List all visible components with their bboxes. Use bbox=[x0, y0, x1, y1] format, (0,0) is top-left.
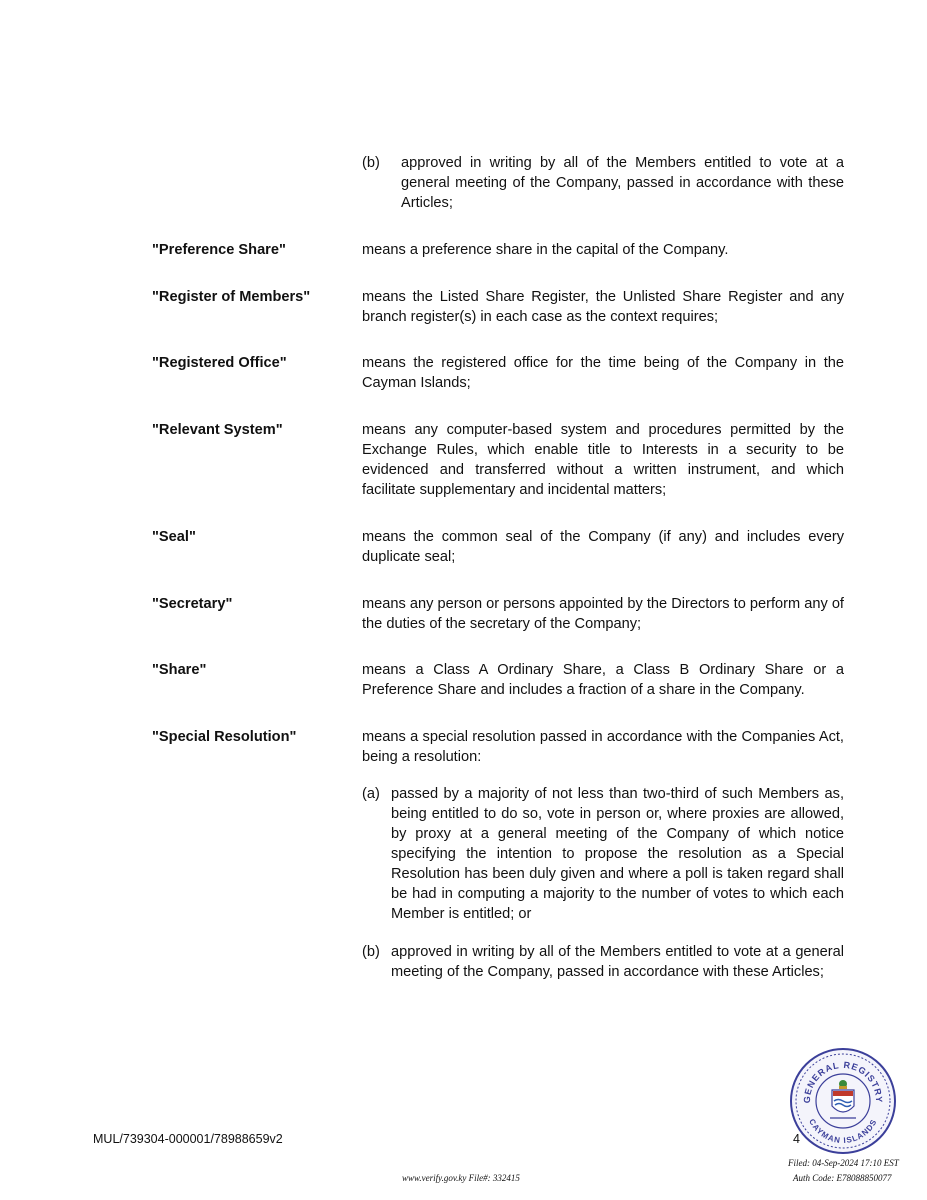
special-resolution-item-a bbox=[362, 784, 844, 924]
list-text: approved in writing by all of the Members entitled to vote at a general meeting of the Company, passed in accordance with these Articles; bbox=[391, 944, 844, 980]
list-text: approved in writing by all of the Members entitled to vote at a general meeting of the Company, passed in accordance with these Articles; bbox=[401, 155, 844, 211]
definition-text-relevant-system: means any computer-based system and procedures permitted by the Exchange Rules, which enable title to Interests in a security to be evidenced and transferred without a written instrument, and which facilitate supplementary and incidental matters; bbox=[362, 422, 844, 498]
definition-text-register-of-members: means the Listed Share Register, the Unlisted Share Register and any branch register(s) in each case as the context requires; bbox=[362, 289, 844, 325]
definition-term-share: "Share" bbox=[152, 662, 207, 678]
definition-text-seal: means the common seal of the Company (if any) and includes every duplicate seal; bbox=[362, 529, 844, 565]
definition-term-register-of-members: "Register of Members" bbox=[152, 289, 311, 305]
list-label: (b) bbox=[362, 155, 380, 171]
definition-term-special-resolution: "Special Resolution" bbox=[152, 729, 297, 745]
definition-term-registered-office: "Registered Office" bbox=[152, 355, 287, 371]
definition-term-relevant-system: "Relevant System" bbox=[152, 422, 283, 438]
definition-text-secretary: means any person or persons appointed by the Directors to perform any of the duties of the secretary of the Company; bbox=[362, 596, 844, 632]
definition-text-special-resolution: means a special resolution passed in accordance with the Companies Act, being a resolution: bbox=[362, 729, 844, 765]
definition-term-seal: "Seal" bbox=[152, 529, 196, 545]
svg-text:GENERAL REGISTRY: GENERAL REGISTRY bbox=[801, 1059, 885, 1104]
definition-text-registered-office: means the registered office for the time being of the Company in the Cayman Islands; bbox=[362, 355, 844, 391]
list-label: (b) bbox=[362, 944, 380, 960]
page-number: 4 bbox=[793, 1132, 800, 1146]
filed-stamp: Filed: 04-Sep-2024 17:10 EST bbox=[788, 1158, 899, 1168]
definition-term-secretary: "Secretary" bbox=[152, 596, 233, 612]
definition-text-share: means a Class A Ordinary Share, a Class B Ordinary Share or a Preference Share and includes a fraction of a share in the Company. bbox=[362, 662, 844, 698]
list-label: (a) bbox=[362, 786, 380, 802]
auth-code: Auth Code: E78088850077 bbox=[793, 1173, 892, 1183]
svg-text:CAYMAN ISLANDS: CAYMAN ISLANDS bbox=[807, 1117, 879, 1146]
definition-term-preference-share: "Preference Share" bbox=[152, 242, 286, 258]
list-text: passed by a majority of not less than two-third of such Members as, being entitled to do so, vote in person or, where proxies are allowed, by proxy at a general meeting of the Company of which notice specifying the intention to propose the resolution as a Special Resolution has been duly given and where a poll is taken regard shall be had in computing a majority to the number of votes to which each Member is entitled; or bbox=[391, 786, 844, 922]
special-resolution-item-b bbox=[362, 942, 844, 982]
document-reference: MUL/739304-000001/78988659v2 bbox=[93, 1132, 283, 1146]
registry-seal-icon bbox=[788, 1046, 898, 1156]
definition-text-preference-share: means a preference share in the capital of the Company. bbox=[362, 242, 729, 258]
verify-url: www.verify.gov.ky File#: 332415 bbox=[402, 1173, 520, 1183]
top-list-item bbox=[362, 153, 844, 213]
